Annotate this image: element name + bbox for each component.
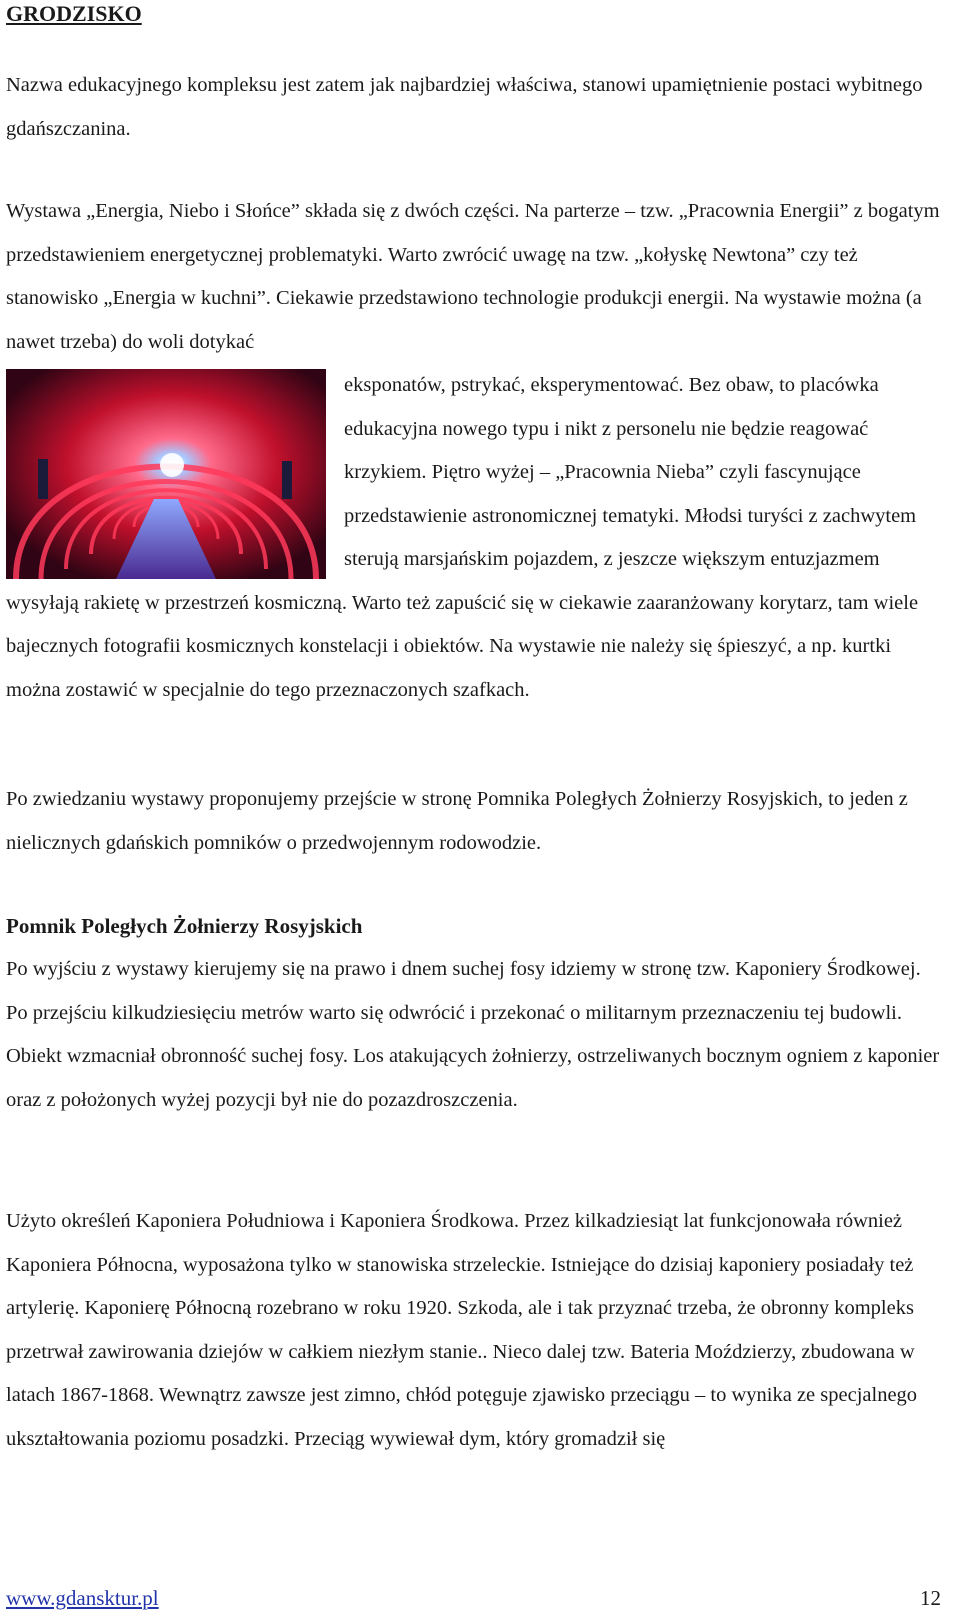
page-title: GRODZISKO [6,1,142,26]
paragraph-monument-intro: Po zwiedzaniu wystawy proponujemy przejście w stronę Pomnika Poległych Żołnierzy Rosyjskich, to jeden z nielicznych gdańskich pomników o przedwojennym rodowodzie. [6,788,908,854]
paragraph-caponier-history: Użyto określeń Kaponiera Południowa i Kaponiera Środkowa. Przez kilkadziesiąt lat funkcjonowała również Kaponiera Północna, wyposażona tylko w stanowiska strzeleckie. Istniejące do dzisiaj kaponiery posiadały też artylerię. Kaponierę Północną rozebrano w roku 1920. Szkoda, ale i tak przyznać trzeba, że obronny kompleks przetrwał zawirowania dziejów w całkiem niezłym stanie.. Nieco dalej tzw. Bateria Moździerzy, zbudowana w latach 1867-1868. Wewnątrz zawsze jest zimno, chłód potęguje zjawisko przeciągu – to wynika ze specjalnego ukształtowania poziomu posadzki. Przeciąg wywiewał dym, który gromadził się [6,1210,918,1450]
paragraph-caponier: Po wyjściu z wystawy kierujemy się na prawo i dnem suchej fosy idziemy w stronę tzw. Kaponiery Środkowej. Po przejściu kilkudziesięciu metrów warto się odwrócić i przekonać o militarnym przeznaczeniu tej budowli. Obiekt wzmacniał obronność suchej fosy. Los atakujących żołnierzy, ostrzeliwanych bocznym ogniem z kaponier oraz z położonych wyżej pozycji był nie do pozazdroszczenia. [6,958,940,1111]
paragraph-exhibition-text: Wystawa „Energia, Niebo i Słońce” składa się z dwóch części. Na parterze – tzw. „Pracownia Energii” z bogatym przedstawieniem energetycznej problematyki. Warto zwrócić uwagę na tzw. „kołyskę Newtona” czy też stanowisko „Energia w kuchni”. Ciekawie przedstawiono technologie produkcji energii. Na wystawie można (a nawet trzeba) do woli dotykać [6,200,940,353]
paragraph-exhibition-continued: eksponatów, pstrykać, eksperymentować. Bez obaw, to placówka edukacyjna nowego typu i nikt z personelu nie będzie reagować krzykiem. Piętro wyżej – „Pracownia Nieba” czyli fascynujące przedstawienie astronomicznej tematyki. Młodsi turyści z zachwytem sterują marsjańskim pojazdem, z jeszcze większym entuzjazmem wysyłają rakietę w przestrzeń kosmiczną. Warto też zapuścić się w ciekawie zaaranżowany korytarz, tam wiele bajecznych fotografii kosmicznych konstelacji i obiektów. Na wystawie nie należy się śpieszyć, a np. kurtki można zostawić w specjalnie do tego przeznaczonych szafkach. [6,374,919,701]
footer-website-link[interactable]: www.gdansktur.pl [6,1586,159,1610]
tunnel-image [6,369,326,579]
page-number: 12 [920,1586,941,1610]
paragraph-exhibition [6,190,941,712]
section-heading: Pomnik Poległych Żołnierzy Rosyjskich [6,914,363,938]
paragraph-intro: Nazwa edukacyjnego kompleksu jest zatem jak najbardziej właściwa, stanowi upamiętnienie postaci wybitnego gdańszczanina. [6,74,923,140]
tunnel-photo [6,369,326,579]
